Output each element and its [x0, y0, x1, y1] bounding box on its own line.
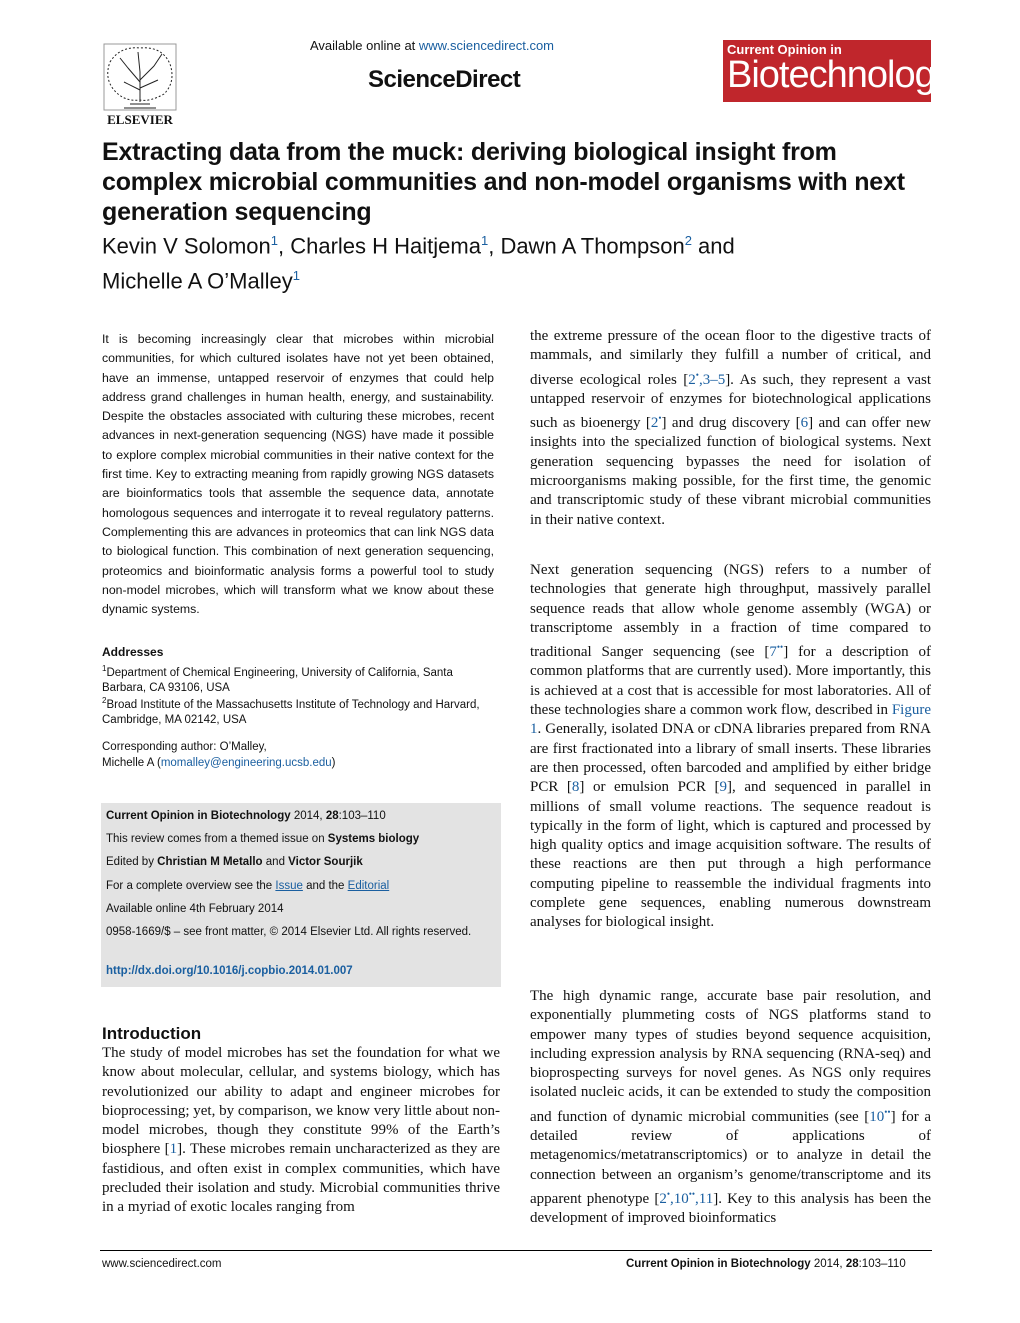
journal-logo-line2: Biotechnology [727, 54, 953, 96]
p3-text-a: The high dynamic range, accurate base pair resolution, and exponentially plummeting costs of NGS platforms stand to empower many types of studies beyond sequence acquisition, including expression analysis by RNA sequencing (RNA-seq) and bioprospecting surveys for novel genes. As NGS only requires isolated nucleic acids, it can be extended to study the composition and function of dynamic microbial communities (see [ [530, 988, 931, 1125]
body-paragraph [530, 561, 931, 933]
p2-text-c: . Generally, isolated DNA or cDNA libraries prepared from RNA are first fractionated into a library of small inserts. These libraries are then processed, often barcoded and amplified by either bridge PCR [ [530, 721, 931, 796]
editor-2: Victor Sourjik [288, 856, 363, 868]
p3-text-b: ] for a detailed review of applications of metagenomics/metatranscriptomics) or to analyze in detail the connection between an organism’s genome/transcriptome and its apparent phenotype [ [530, 1108, 931, 1207]
address-1-number: 1 [102, 664, 107, 673]
themed-topic: Systems biology [327, 833, 420, 845]
bullet-double: •• [776, 642, 784, 653]
available-online-date: Available online 4th February 2014 [106, 903, 284, 915]
p2-text-a: Next generation sequencing (NGS) refers to a number of technologies that generate high throughput, massively parallel sequence reads that allow whole genome assembly (WGA) or transcriptome assembly in a fraction of time compared to traditional Sanger sequencing (see [ [530, 562, 931, 661]
bullet-single: • [666, 1188, 670, 1199]
citation-journal: Current Opinion in Biotechnology [106, 810, 291, 822]
abstract: It is becoming increasingly clear that microbes within microbial communities, for which cultured isolates have not yet been obtained, have an immense, untapped reservoir of enzymes that could help address grand challenges in human health, energy, and sustainability. Despite the obstacles associated with culturing these microbes, recent advances in next-generation sequencing (NGS) have made it possible to explore complex microbial communities in their native context for the first time. Key to extracting meaning from rapidly growing NGS datasets are bioinformatics tools that assemble the sequence data, annotate homologous sequences and interrogate it to reveal regulatory patterns. Complementing this are advances in proteomics that can link NGS data to biological function. This combination of next generation sequencing, proteomics and bioinformatic analysis forms a powerful tool to study non-model microbes, which will transform what we know about these dynamic systems. [102, 332, 494, 617]
ref-link[interactable]: 2 [650, 415, 659, 432]
p2-text-e: ], and sequenced in parallel in millions of small volume reactions. The sequence readout is typically in the form of light, which is captured and processed by high quality optics and image acquisition software. The results of these reactions are then put through a high performance computing pipeline to reassemble the individual fragments into complete gene sequences, enabling numerous downstream analyses for biological insight. [530, 779, 931, 931]
available-online [310, 38, 554, 53]
ref-link[interactable]: 6 [800, 415, 809, 432]
author-separator: , [278, 233, 291, 259]
author-name: Kevin V Solomon [102, 233, 271, 259]
bullet-double: •• [884, 1106, 891, 1117]
editors-and: and [262, 856, 289, 868]
editor-1: Christian M Metallo [157, 856, 263, 868]
ref-link[interactable]: 7 [769, 644, 777, 661]
footer-pages: :103–110 [858, 1258, 906, 1270]
citation-pages: :103–110 [338, 810, 386, 822]
elsevier-logo [100, 42, 180, 128]
doi-link[interactable]: http://dx.doi.org/10.1016/j.copbio.2014.01.007 [106, 965, 353, 977]
ref-link[interactable]: 9 [719, 779, 728, 796]
footer-volume: 28 [845, 1258, 859, 1270]
corresponding-close: ) [331, 756, 336, 769]
introduction-heading: Introduction [102, 1024, 202, 1043]
citation-line [106, 809, 491, 824]
bullet-single: • [695, 369, 699, 380]
address-1 [102, 661, 494, 697]
address-1-text: Department of Chemical Engineering, University of California, Santa Barbara, CA 93106, USA [102, 666, 453, 695]
address-2-text: Broad Institute of the Massachusetts Institute of Technology and Harvard, Cambridge, MA 02142, USA [102, 698, 480, 727]
ref-link[interactable]: 8 [571, 779, 580, 796]
ref-link[interactable]: 2 [688, 371, 696, 388]
sciencedirect-wordmark: ScienceDirect [368, 66, 521, 93]
ref-link[interactable]: ,11 [695, 1190, 714, 1207]
author-affiliation[interactable]: 1 [292, 268, 300, 284]
available-prefix: Available online at [310, 38, 419, 53]
bullet-double: •• [688, 1188, 696, 1199]
p3-text-c: ]. Key to this analysis has been the development of improved bioinformatics [530, 1190, 931, 1227]
elsevier-wordmark: ELSEVIER [107, 112, 173, 127]
overview-prefix: For a complete overview see the [106, 880, 276, 892]
author-separator: , [488, 233, 501, 259]
corresponding-line1: Corresponding author: O’Malley, [102, 741, 267, 753]
body-paragraph [530, 987, 931, 1229]
author-affiliation[interactable]: 1 [480, 233, 489, 248]
p2-text-b: ] for a description of common platforms that are currently used). More importantly, this is achieved at a cost that is accessible for most laboratories. All of these technologies share a common work flow, described in [530, 644, 931, 719]
bullet-single: • [658, 413, 662, 424]
ref-link[interactable]: 1 [169, 1141, 178, 1158]
overview-and: and the [302, 880, 348, 892]
issue-link[interactable]: Issue [275, 880, 303, 892]
journal-logo-line1: Current Opinion in [727, 42, 842, 57]
p2-text-d: ] or emulsion PCR [ [579, 779, 720, 796]
editors-line [106, 855, 491, 870]
author-separator: and [691, 233, 735, 259]
address-2 [102, 693, 494, 729]
corresponding-author [102, 740, 494, 771]
journal-logo [723, 40, 953, 102]
footer-citation [626, 1258, 906, 1270]
ref-link[interactable]: 2 [659, 1190, 667, 1207]
author-name: Dawn A Thompson [500, 233, 685, 259]
corresponding-email-link[interactable]: momalley@engineering.ucsb.edu [160, 756, 332, 769]
themed-prefix: This review comes from a themed issue on [106, 833, 328, 845]
sciencedirect-link[interactable]: www.sciencedirect.com [418, 38, 555, 53]
introduction-text [102, 1044, 500, 1218]
p1-text-d: ] and can offer new insights into the specialized function of biological systems. Next generation sequencing bypasses the need for isolation of microorganisms making possible, for the first time, the genomic and transcriptomic study of these vibrant microbial communities in their native context. [530, 415, 931, 528]
p1-text-a: the extreme pressure of the ocean floor to the digestive tracts of mammals, and similarly they fulfill a number of critical, and diverse ecological roles [ [530, 328, 931, 388]
edited-prefix: Edited by [106, 856, 158, 868]
ref-link[interactable]: 10 [869, 1108, 885, 1125]
corresponding-name: Michelle A ( [102, 756, 161, 769]
citation-volume: 28 [325, 810, 339, 822]
p1-text-b: ]. As such, they represent a vast untapped reservoir of enzymes for biotechnological applications such as bioenergy [ [530, 371, 931, 432]
front-matter: 0958-1669/$ – see front matter, © 2014 Elsevier Ltd. All rights reserved. [106, 926, 472, 938]
intro-text-a: The study of model microbes has set the foundation for what we know about molecular, cellular, and systems biology, which has revolutionized our ability to adapt and engineer microbes for bioprocessing; yet, by comparison, we know very little about non-model microbes, though they constitute 99% of the Earth’s biosphere [ [102, 1045, 500, 1158]
article-title: Extracting data from the muck: deriving biological insight from complex microbial communities and non-model organisms with next generation sequencing [102, 138, 905, 226]
article-info-box [101, 803, 501, 987]
author-affiliation[interactable]: 1 [270, 233, 278, 248]
footer-year: 2014, [810, 1258, 846, 1270]
address-2-number: 2 [102, 696, 107, 705]
footer-website[interactable]: www.sciencedirect.com [102, 1258, 222, 1270]
footer-rule [100, 1250, 932, 1251]
p1-text-c: ] and drug discovery [ [661, 415, 801, 432]
citation-year: 2014, [290, 810, 326, 822]
ref-link[interactable]: ,3–5 [698, 371, 726, 388]
themed-issue-line [106, 832, 491, 847]
intro-text-b: ]. These microbes remain uncharacterized as they are fastidious, and often exist in complex communities, which have precluded their isolation and study. Microbial communities thrive in a myriad of exotic locales ranging from [102, 1141, 500, 1216]
editorial-link[interactable]: Editorial [347, 880, 390, 892]
author-list [102, 226, 932, 297]
body-paragraph [530, 327, 931, 530]
figure-link[interactable]: Figure 1 [530, 702, 931, 738]
author-affiliation[interactable]: 2 [684, 233, 692, 248]
ref-link[interactable]: ,10 [669, 1190, 689, 1207]
addresses-heading: Addresses [102, 645, 164, 659]
footer-journal: Current Opinion in Biotechnology [626, 1258, 811, 1270]
author-name: Michelle A O’Malley [102, 268, 293, 294]
overview-line [106, 879, 491, 894]
doi-line [106, 964, 491, 979]
author-name: Charles H Haitjema [290, 233, 481, 259]
